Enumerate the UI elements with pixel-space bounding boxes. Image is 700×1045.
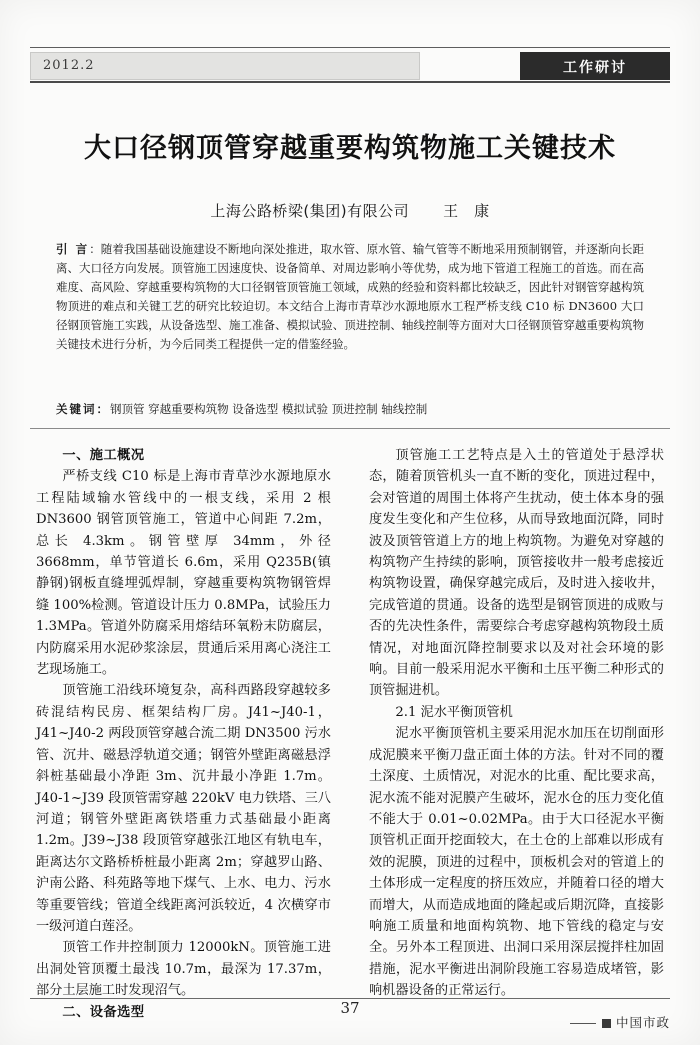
body-paragraph: 顶管工作井控制顶力 12000kN。顶管施工进出洞处管顶覆土最浅 10.7m，最深为 17.37m，部分土层施工时发现沼气。 xyxy=(36,940,331,999)
subsection-heading: 2.1 泥水平衡顶管机 xyxy=(395,704,513,720)
footer-dash-icon xyxy=(570,1023,596,1024)
section-label: 工作研讨 xyxy=(563,60,627,76)
header-bottom-rule xyxy=(30,81,670,83)
affiliation: 上海公路桥梁(集团)有限公司 xyxy=(210,202,410,220)
header-top-rule xyxy=(30,47,670,48)
keywords-text: 钢顶管 穿越重要构筑物 设备选型 模拟试验 顶进控制 轴线控制 xyxy=(110,402,428,416)
page-header xyxy=(30,52,670,82)
body-paragraph: 泥水平衡顶管机主要采用泥水加压在切削面形成泥膜来平衡刀盘正面土体的方法。针对不同的覆土深度、土质情况，对泥水的比重、配比要求高，泥水流不能对泥膜产生破坏，泥水仓的压力变化值不能大于 0.01~0.02MPa。由于大口径泥水平衡顶管机正面开挖面较大，在土仓的上部难以形成有效的泥膜，顶进的过程中，顶板机会对的管道上的土体形成一定程度的挤压效应，并随着口径的增大而增大，从而造成地面的隆起或后期沉降，直接影响施工质量和地面构筑物、地下管线的稳定与安全。另外本工程顶进、出洞口采用深层搅拌柱加固措施，泥水平衡进出洞阶段施工容易造成堵管，影响机器设备的正常运行。 xyxy=(369,726,664,999)
abstract-label: 引 言 xyxy=(56,242,90,256)
footer-brand xyxy=(570,1013,670,1031)
column-right xyxy=(369,445,664,1002)
author-name: 王 康 xyxy=(443,202,490,220)
footer-square-icon xyxy=(602,1019,611,1028)
section-heading: 二、设备选型 xyxy=(62,1004,145,1020)
section-heading: 一、施工概况 xyxy=(62,448,145,463)
section-badge xyxy=(520,52,670,80)
byline xyxy=(0,200,700,221)
footer-brand-label: 中国市政 xyxy=(615,1015,670,1030)
body-paragraph: 严桥支线 C10 标是上海市青草沙水源地原水工程陆域输水管线中的一根支线，采用 2 根 DN3600 钢管顶管施工，管道中心间距 7.2m，总长 4.3km。钢管壁厚 34mm，外径 3668mm，单节管道长 6.6m，采用 Q235B(镇静钢)钢板直缝埋弧焊制，穿越重要构筑物钢管焊缝 100%检测。管道设计压力 0.8MPa，试验压力 1.3MPa。管道外防腐采用熔结环氧粉末防腐层，内防腐采用水泥砂浆涂层，贯通后采用离心浇注工艺现场施工。 xyxy=(36,469,331,678)
body-columns xyxy=(36,445,664,1020)
keywords-rule xyxy=(30,428,670,429)
issue-badge xyxy=(30,52,420,80)
body-paragraph: 顶管施工沿线环境复杂，高科西路段穿越较多砖混结构民房、框架结构厂房。J41~J40-1，J41~J40-2 两段顶管穿越合流二期 DN3500 污水管、沉井、磁悬浮轨道交通；钢管外壁距离磁悬浮斜桩基础最小净距 3m、沉井最小净距 1.7m。J40-1~J39 段顶管需穿越 220kV 电力铁塔、三八河道；钢管外壁距离铁塔重力式基础最小距离 1.2m。J39~J38 段顶管穿越张江地区有轨电车，距离达尔文路桥桥桩最小距离 2m；穿越罗山路、沪南公路、科苑路等地下煤气、上水、电力、污水等重要管线；管道全线距离河浜较近，4 次横穿市一级河道白莲泾。 xyxy=(36,683,331,934)
abstract-text: ：随着我国基础设施建设不断地向深处推进，取水管、原水管、输气管等不断地采用预制钢管，并逐渐向长距离、大口径方向发展。顶管施工因速度快、设备简单、对周边影响小等优势，成为地下管道工程施工的首选。而在高难度、高风险、穿越重要构筑物的大口径钢管顶管施工领域，成熟的经验和资料都比较缺乏，因此针对钢管穿越构筑物顶进的难点和关键工艺的研究比较迫切。本文结合上海市青草沙水源地原水工程严桥支线 C10 标 DN3600 大口径钢顶管施工实践，从设备选型、施工准备、模拟试验、顶进控制、轴线控制等方面对大口径钢顶管穿越重要构筑物关键技术进行分析，为今后同类工程提供一定的借鉴经验。 xyxy=(56,242,644,351)
keywords-block xyxy=(56,400,644,418)
column-left xyxy=(36,445,331,1023)
page-number: 37 xyxy=(340,999,360,1017)
body-paragraph: 顶管施工工艺特点是入土的管道处于悬浮状态，随着顶管机头一直不断的变化，顶进过程中，会对管道的周围土体将产生扰动，使土体本身的强度发生变化和产生位移，从而导致地面沉降，同时波及顶管管道上方的地上构筑物。为避免对穿越的构筑物产生持续的影响，顶管接收井一般考虑接近构筑物设置，确保穿越完成后，及时进入接收井，完成管道的贯通。设备的选型是钢管顶进的成败与否的先决性条件，需要综合考虑穿越构筑物段土质情况，对地面沉降控制要求以及对社会环境的影响。目前一般采用泥水平衡和土压平衡二种形式的顶管掘进机。 xyxy=(369,448,664,699)
abstract-block xyxy=(56,240,644,354)
issue-label: 2012.2 xyxy=(43,58,95,73)
article-title: 大口径钢顶管穿越重要构筑物施工关键技术 xyxy=(84,133,616,164)
keywords-label: 关键词： xyxy=(56,402,110,416)
